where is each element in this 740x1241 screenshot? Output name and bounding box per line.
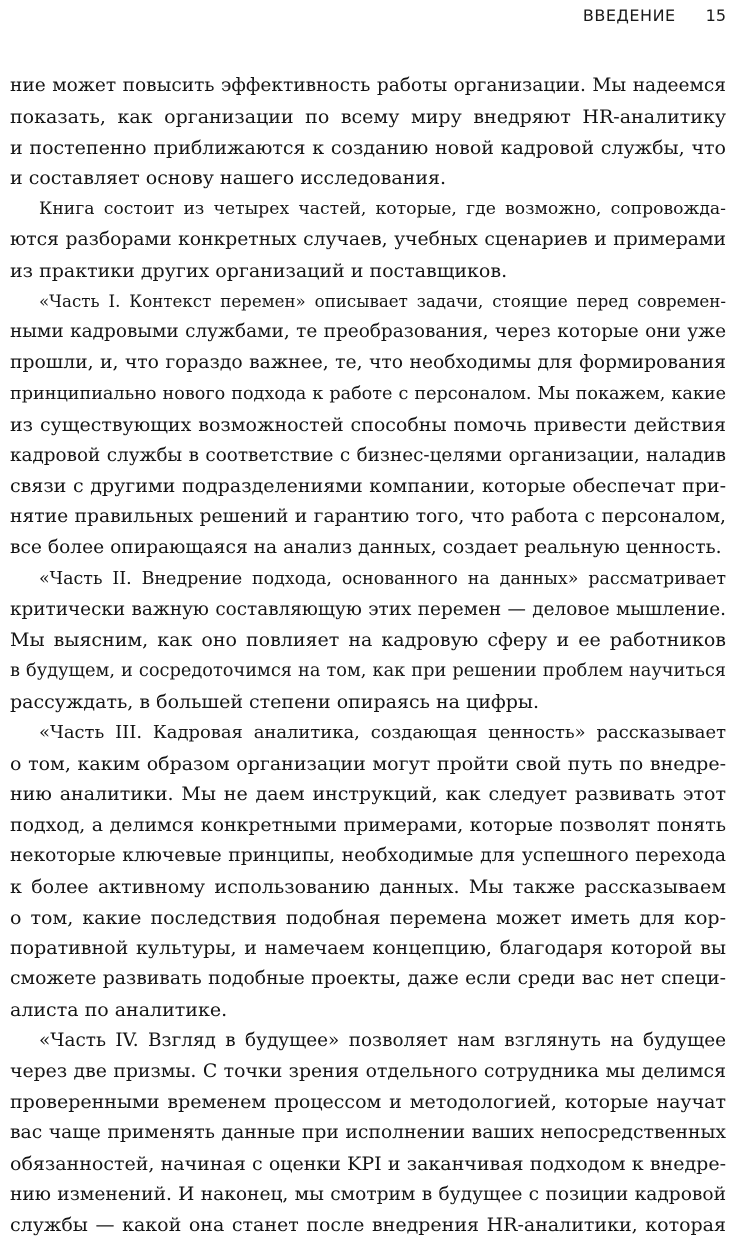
text-line: критически важную составляющую этих перемен — деловое мышление. — [10, 598, 726, 620]
text-line: принципиально нового подхода к работе с персоналом. Мы покажем, какие — [10, 383, 726, 404]
text-line: о том, какие последствия подобная перемена может иметь для кор- — [10, 906, 726, 929]
text-line: ние может повысить эффективность работы организации. Мы надеемся — [10, 75, 726, 96]
text-line: сможете развивать подобные проекты, даже если среди вас нет специ- — [10, 968, 726, 990]
text-line: ными кадровыми службами, те преобразования, через которые они уже — [10, 321, 726, 343]
text-line: «Часть I. Контекст перемен» описывает задачи, стоящие перед современ- — [39, 291, 726, 311]
text-line: о том, каким образом организации могут пройти свой путь по внедре- — [10, 752, 726, 775]
text-line: прошли, и, что гораздо важнее, те, что необходимы для формирования — [10, 352, 726, 374]
text-line: поративной культуры, и намечаем концепцию, благодаря которой вы — [10, 937, 726, 960]
text-line: к более активному использованию данных. Мы также рассказываем — [10, 875, 726, 898]
text-line: и постепенно приближаются к созданию новой кадровой службы, что — [10, 136, 726, 159]
body-text — [10, 71, 726, 1241]
text-line: через две призмы. С точки зрения отдельного сотрудника мы делимся — [10, 1060, 726, 1082]
text-line: «Часть IV. Взгляд в будущее» позволяет нам взглянуть на будущее — [39, 1029, 726, 1051]
text-line: из существующих возможностей способны помочь привести действия — [10, 413, 726, 436]
text-line: все более опирающаяся на анализ данных, создает реальную ценность. — [10, 536, 722, 558]
text-line: «Часть II. Внедрение подхода, основанного на данных» рассматривает — [39, 568, 726, 589]
text-line: «Часть III. Кадровая аналитика, создающая ценность» рассказывает — [39, 721, 726, 743]
text-line: связи с другими подразделениями компании, которые обеспечат при- — [10, 475, 726, 498]
text-line: нию изменений. И наконец, мы смотрим в будущее с позиции кадровой — [10, 1183, 726, 1205]
text-line: подход, а делимся конкретными примерами, которые позволят понять — [10, 814, 726, 837]
text-line: из практики других организаций и поставщиков. — [10, 259, 508, 282]
text-line: нятие правильных решений и гарантию того, что работа с персоналом, — [10, 506, 726, 528]
text-line: и составляет основу нашего исследования. — [10, 167, 447, 190]
page-number: 15 — [705, 6, 726, 25]
text-line: алиста по аналитике. — [10, 998, 228, 1021]
section-title: ВВЕДЕНИЕ — [582, 6, 676, 25]
text-line: Книга состоит из четырех частей, которые, где возможно, сопровожда- — [39, 199, 726, 220]
text-line: вас чаще применять данные при исполнении ваших непосредственных — [10, 1122, 726, 1144]
text-line: нию аналитики. Мы не даем инструкций, как следует развивать этот — [10, 783, 726, 806]
text-line: ются разборами конкретных случаев, учебных сценариев и примерами — [10, 228, 726, 250]
text-line: показать, как организации по всему миру внедряют HR-аналитику — [10, 105, 726, 128]
text-line: обязанностей, начиная с оценки KPI и заканчивая подходом к внедре- — [10, 1152, 726, 1175]
running-head — [583, 6, 726, 30]
text-line: некоторые ключевые принципы, необходимые для успешного перехода — [10, 844, 726, 866]
text-line: рассуждать, в большей степени опираясь на цифры. — [10, 690, 540, 713]
text-line: проверенными временем процессом и методологией, которые научат — [10, 1091, 726, 1114]
text-line: Мы выясним, как оно повлияет на кадровую сферу и ее работников — [10, 629, 726, 652]
text-line: службы — какой она станет после внедрения HR-аналитики, которая — [10, 1214, 726, 1237]
text-line: кадровой службы в соответствие с бизнес-целями организации, наладив — [10, 444, 726, 466]
text-line: в будущем, и сосредоточимся на том, как при решении проблем научиться — [10, 661, 726, 682]
